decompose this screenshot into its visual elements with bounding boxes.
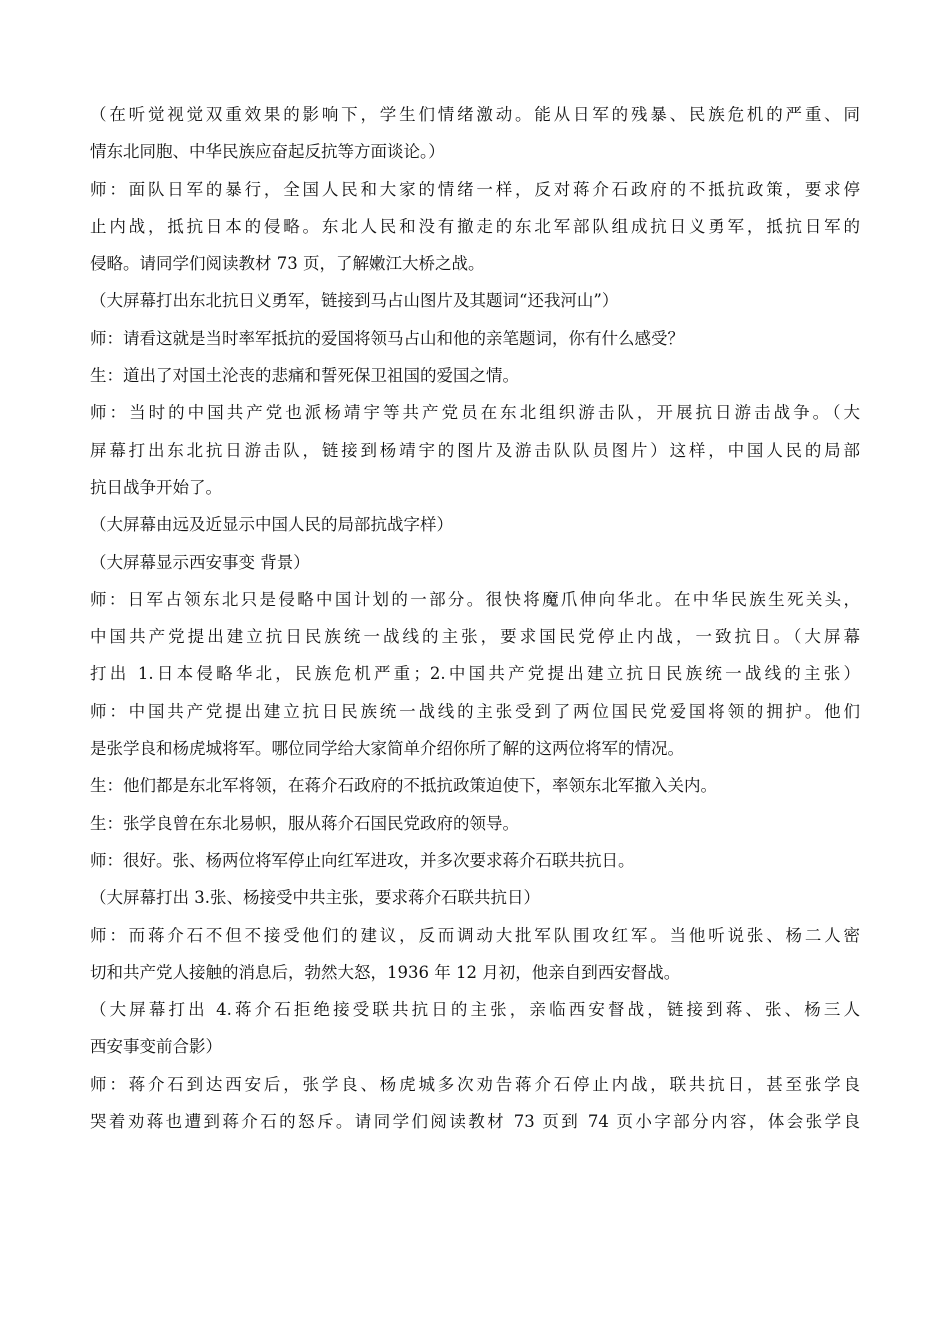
- text-line: 切和共产党人接触的消息后，勃然大怒，1936 年 12 月初，他亲自到西安督战。: [90, 962, 681, 982]
- text-line: 中国共产党提出建立抗日民族统一战线的主张，要求国民党停止内战，一致抗日。（大屏幕: [90, 627, 860, 647]
- text-line: 生：张学良曾在东北易帜，服从蒋介石国民党政府的领导。: [90, 813, 519, 833]
- text-line: 抗日战争开始了。: [90, 477, 222, 497]
- text-line: 哭着劝蒋也遭到蒋介石的怒斥。请同学们阅读教材 73 页到 74 页小字部分内容，体会张学良: [90, 1112, 860, 1132]
- document-body: [90, 96, 860, 1140]
- text-line: 师：很好。张、杨两位将军停止向红军进攻，并多次要求蒋介石联共抗日。: [90, 850, 635, 870]
- text-line: （大屏幕打出东北抗日义勇军，链接到马占山图片及其题词“还我河山”）: [90, 291, 619, 311]
- text-line: 侵略。请同学们阅读教材 73 页，了解嫩江大桥之战。: [90, 254, 485, 274]
- text-line: 打出 1.日本侵略华北，民族危机严重；2.中国共产党提出建立抗日民族统一战线的主张）: [90, 664, 860, 684]
- text-line: 师：中国共产党提出建立抗日民族统一战线的主张受到了两位国民党爱国将领的拥护。他们: [90, 701, 860, 721]
- text-line: 师：日军占领东北只是侵略中国计划的一部分。很快将魔爪伸向华北。在中华民族生死关头，: [90, 589, 860, 609]
- text-line: （在听觉视觉双重效果的影响下，学生们情绪激动。能从日军的残暴、民族危机的严重、同: [90, 105, 860, 124]
- text-line: 生：道出了对国土沦丧的悲痛和誓死保卫祖国的爱国之情。: [90, 366, 519, 386]
- text-line: 生：他们都是东北军将领，在蒋介石政府的不抵抗政策迫使下，率领东北军撤入关内。: [90, 776, 717, 796]
- text-line: 师：当时的中国共产党也派杨靖宇等共产党员在东北组织游击队，开展抗日游击战争。（大: [90, 403, 860, 423]
- text-line: （大屏幕显示西安事变 背景）: [90, 552, 310, 572]
- text-line: 师：蒋介石到达西安后，张学良、杨虎城多次劝告蒋介石停止内战，联共抗日，甚至张学良: [90, 1074, 860, 1094]
- text-line: （大屏幕打出 4.蒋介石拒绝接受联共抗日的主张，亲临西安督战，链接到蒋、张、杨三人: [90, 1000, 860, 1020]
- text-line: 师：请看这就是当时率军抵抗的爱国将领马占山和他的亲笔题词，你有什么感受？: [90, 328, 684, 348]
- text-line: （大屏幕由远及近显示中国人民的局部抗战字样）: [90, 515, 453, 535]
- text-line: 情东北同胞、中华民族应奋起反抗等方面谈论。）: [90, 142, 445, 162]
- text-line: （大屏幕打出 3.张、杨接受中共主张，要求蒋介石联共抗日）: [90, 888, 540, 908]
- text-line: 屏幕打出东北抗日游击队，链接到杨靖宇的图片及游击队队员图片）这样，中国人民的局部: [90, 440, 860, 460]
- text-line: 止内战，抵抗日本的侵略。东北人民和没有撤走的东北军部队组成抗日义勇军，抵抗日军的: [90, 216, 860, 236]
- text-line: 西安事变前合影）: [90, 1037, 222, 1057]
- text-line: 师：而蒋介石不但不接受他们的建议，反而调动大批军队围攻红军。当他听说张、杨二人密: [90, 925, 860, 945]
- text-line: 是张学良和杨虎城将军。哪位同学给大家简单介绍你所了解的这两位将军的情况。: [90, 739, 684, 759]
- text-line: 师：面队日军的暴行，全国人民和大家的情绪一样，反对蒋介石政府的不抵抗政策，要求停: [90, 179, 860, 199]
